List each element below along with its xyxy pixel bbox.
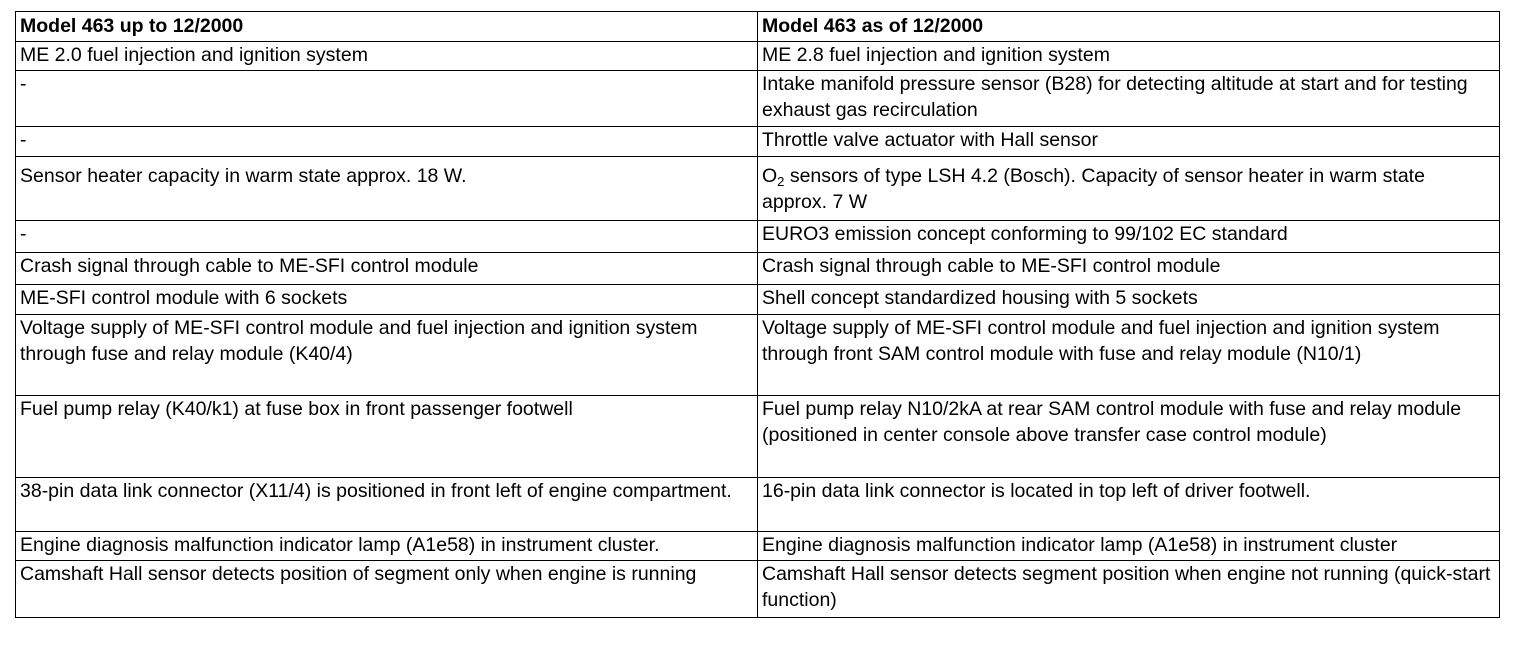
cell-old: ME-SFI control module with 6 sockets — [16, 285, 758, 315]
table-row — [16, 285, 1500, 315]
cell-new: Voltage supply of ME-SFI control module and fuel injection and ignition system through front SAM control module with fuse and relay module (N10/1) — [758, 315, 1500, 396]
header-row — [16, 12, 1500, 42]
cell-old: Fuel pump relay (K40/k1) at fuse box in front passenger footwell — [16, 396, 758, 478]
cell-old: Engine diagnosis malfunction indicator lamp (A1e58) in instrument cluster. — [16, 532, 758, 561]
cell-new: Fuel pump relay N10/2kA at rear SAM control module with fuse and relay module (positioned in center console above transfer case control module) — [758, 396, 1500, 478]
o2-symbol: O — [762, 165, 778, 187]
header-new-model: Model 463 as of 12/2000 — [758, 12, 1500, 42]
comparison-table — [15, 11, 1500, 618]
cell-old: 38-pin data link connector (X11/4) is positioned in front left of engine compartment. — [16, 478, 758, 532]
table-row — [16, 42, 1500, 71]
o2-subscript: 2 — [777, 174, 785, 189]
cell-new: Intake manifold pressure sensor (B28) for detecting altitude at start and for testing exhaust gas recirculation — [758, 71, 1500, 127]
table-row — [16, 396, 1500, 478]
cell-old: - — [16, 221, 758, 253]
cell-old: Voltage supply of ME-SFI control module and fuel injection and ignition system through fuse and relay module (K40/4) — [16, 315, 758, 396]
table-row — [16, 561, 1500, 618]
table-row — [16, 478, 1500, 532]
table-row — [16, 315, 1500, 396]
cell-old: Camshaft Hall sensor detects position of segment only when engine is running — [16, 561, 758, 618]
table-row — [16, 157, 1500, 221]
cell-new: Camshaft Hall sensor detects segment position when engine not running (quick-start function) — [758, 561, 1500, 618]
o2-sensor-text: sensors of type LSH 4.2 (Bosch). Capacity of sensor heater in warm state approx. 7 W — [762, 165, 1425, 213]
cell-old: - — [16, 127, 758, 157]
cell-new: Engine diagnosis malfunction indicator lamp (A1e58) in instrument cluster — [758, 532, 1500, 561]
cell-new: 16-pin data link connector is located in top left of driver footwell. — [758, 478, 1500, 532]
cell-new — [758, 157, 1500, 221]
cell-new: EURO3 emission concept conforming to 99/102 EC standard — [758, 221, 1500, 253]
cell-new: Crash signal through cable to ME-SFI control module — [758, 253, 1500, 285]
cell-old: - — [16, 71, 758, 127]
table-row — [16, 532, 1500, 561]
cell-old: Sensor heater capacity in warm state approx. 18 W. — [16, 157, 758, 221]
table-row — [16, 127, 1500, 157]
cell-new: Shell concept standardized housing with 5 sockets — [758, 285, 1500, 315]
table-row — [16, 253, 1500, 285]
cell-old: ME 2.0 fuel injection and ignition system — [16, 42, 758, 71]
header-old-model: Model 463 up to 12/2000 — [16, 12, 758, 42]
cell-old: Crash signal through cable to ME-SFI control module — [16, 253, 758, 285]
cell-new: Throttle valve actuator with Hall sensor — [758, 127, 1500, 157]
cell-new: ME 2.8 fuel injection and ignition system — [758, 42, 1500, 71]
table-row — [16, 221, 1500, 253]
table-row — [16, 71, 1500, 127]
